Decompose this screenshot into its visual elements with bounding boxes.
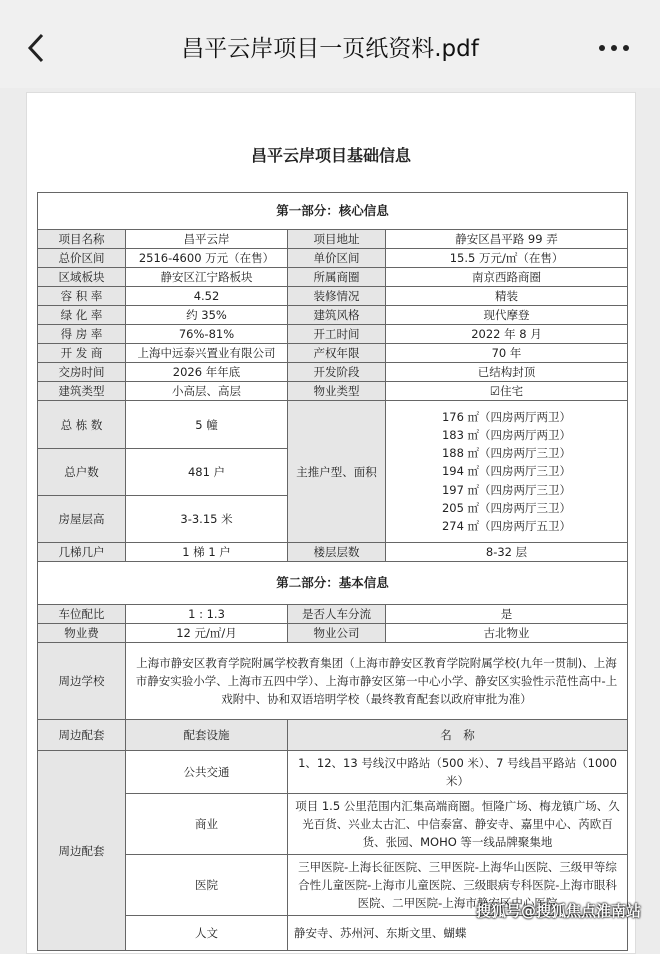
unit-type: 194 ㎡（四房两厅三卫） (441, 464, 572, 479)
field-label: 几梯几户 (38, 543, 126, 562)
field-value: 481 户 (126, 449, 288, 496)
facility-type: 商业 (126, 794, 288, 855)
column-header: 周边配套 (38, 720, 126, 751)
table-row (38, 720, 628, 751)
facility-type: 人文 (126, 916, 288, 951)
facility-type: 公共交通 (126, 751, 288, 794)
more-button[interactable] (594, 30, 634, 66)
field-label: 项目名称 (38, 230, 126, 249)
unit-type: 197 ㎡（四房两厅三卫） (441, 482, 572, 497)
column-header: 名 称 (288, 720, 628, 751)
unit-type: 205 ㎡（四房两厅三卫） (441, 500, 572, 515)
field-value: 现代摩登 (386, 306, 628, 325)
field-label: 物业费 (38, 624, 126, 643)
field-value: 昌平云岸 (126, 230, 288, 249)
field-label: 总 栋 数 (38, 401, 126, 449)
field-value: 精装 (386, 287, 628, 306)
field-label: 主推户型、面积 (288, 401, 386, 543)
facility-name: 静安寺、苏州河、东斯文里、蝴蝶 (288, 916, 628, 951)
field-value: 2026 年年底 (126, 363, 288, 382)
field-value: 2022 年 8 月 (386, 325, 628, 344)
table-row (38, 249, 628, 268)
schools-text: 上海市静安区教育学院附属学校教育集团（上海市静安区教育学院附属学校(九年一贯制)、上海市静安实验小学、上海市五四中学）、上海市静安区第一中心小学、静安区实验性示范性高中-上戏附中、协和双语培明学校（最终教育配套以政府审批为准） (126, 643, 628, 720)
table-row (38, 325, 628, 344)
unit-type: 176 ㎡（四房两厅两卫） (441, 409, 572, 424)
section-title: 第二部分：基本信息 (38, 562, 628, 605)
table-row (38, 268, 628, 287)
table-row (38, 643, 628, 720)
field-label: 得 房 率 (38, 325, 126, 344)
field-value: 静安区昌平路 99 弄 (386, 230, 628, 249)
field-label: 车位配比 (38, 605, 126, 624)
table-row (38, 287, 628, 306)
table-row (38, 306, 628, 325)
table-row (38, 751, 628, 794)
table-row (38, 605, 628, 624)
table-row (38, 382, 628, 401)
field-value: 5 幢 (126, 401, 288, 449)
field-label: 绿 化 率 (38, 306, 126, 325)
field-value: 上海中远泰兴置业有限公司 (126, 344, 288, 363)
facility-type: 医院 (126, 855, 288, 916)
field-value: 2516-4600 万元（在售） (126, 249, 288, 268)
table-row (38, 543, 628, 562)
field-label: 周边学校 (38, 643, 126, 720)
field-value: 已结构封顶 (386, 363, 628, 382)
table-row (38, 794, 628, 855)
field-value: 小高层、高层 (126, 382, 288, 401)
field-value: 4.52 (126, 287, 288, 306)
table-row (38, 344, 628, 363)
info-table (37, 192, 628, 951)
more-dots-icon (594, 30, 634, 66)
field-label: 物业公司 (288, 624, 386, 643)
field-value: 12 元/㎡/月 (126, 624, 288, 643)
top-bar (0, 0, 660, 88)
field-label: 建筑风格 (288, 306, 386, 325)
field-label: 所属商圈 (288, 268, 386, 287)
field-label: 建筑类型 (38, 382, 126, 401)
field-value: 约 35% (126, 306, 288, 325)
field-label: 是否人车分流 (288, 605, 386, 624)
column-header: 配套设施 (126, 720, 288, 751)
field-value: 是 (386, 605, 628, 624)
field-value: 1 梯 1 户 (126, 543, 288, 562)
facility-name: 三甲医院-上海长征医院、三甲医院-上海华山医院、三级甲等综合性儿童医院-上海市儿童医院、三级眼病专科医院-上海市眼科医院、二甲医院-上海市静安区中心医院 (288, 855, 628, 916)
watermark: 搜狐号@搜狐焦点淮南站 (476, 902, 642, 920)
pdf-page (26, 92, 636, 954)
field-value: 南京西路商圈 (386, 268, 628, 287)
field-value: 70 年 (386, 344, 628, 363)
field-label: 项目地址 (288, 230, 386, 249)
field-label: 区域板块 (38, 268, 126, 287)
field-label: 总户数 (38, 449, 126, 496)
field-label: 容 积 率 (38, 287, 126, 306)
field-value: 8-32 层 (386, 543, 628, 562)
field-label: 开 发 商 (38, 344, 126, 363)
unit-types-list (386, 401, 628, 543)
field-value: 15.5 万元/㎡（在售） (386, 249, 628, 268)
field-label: 交房时间 (38, 363, 126, 382)
field-label: 楼层层数 (288, 543, 386, 562)
unit-type: 183 ㎡（四房两厅两卫） (441, 427, 572, 442)
facility-name: 项目 1.5 公里范围内汇集高端商圈。恒隆广场、梅龙镇广场、久光百货、兴业太古汇、中信泰富、静安寺、嘉里中心、芮欧百货、张园、MOHO 等一线品牌聚集地 (288, 794, 628, 855)
field-label: 开发阶段 (288, 363, 386, 382)
document-title: 昌平云岸项目基础信息 (250, 146, 411, 165)
section-header-row (38, 193, 628, 230)
field-label: 总价区间 (38, 249, 126, 268)
unit-type: 274 ㎡（四房两厅五卫） (441, 519, 572, 533)
section-title: 第一部分：核心信息 (38, 193, 628, 230)
unit-type: 188 ㎡（四房两厅三卫） (441, 446, 572, 461)
facility-name: 1、12、13 号线汉中路站（500 米）、7 号线昌平路站（1000 米） (288, 751, 628, 794)
table-row (38, 363, 628, 382)
field-value: 1 : 1.3 (126, 605, 288, 624)
field-label: 物业类型 (288, 382, 386, 401)
field-value: ☑住宅 (386, 382, 628, 401)
field-label: 单价区间 (288, 249, 386, 268)
field-value: 3-3.15 米 (126, 496, 288, 543)
field-label: 产权年限 (288, 344, 386, 363)
field-label: 房屋层高 (38, 496, 126, 543)
field-value: 静安区江宁路板块 (126, 268, 288, 287)
table-row (38, 401, 628, 449)
file-title: 昌平云岸项目一页纸资料.pdf (181, 36, 479, 62)
table-row (38, 624, 628, 643)
section-header-row (38, 562, 628, 605)
field-label: 装修情况 (288, 287, 386, 306)
field-label: 开工时间 (288, 325, 386, 344)
field-label: 周边配套 (38, 751, 126, 951)
table-row (38, 230, 628, 249)
field-value: 76%-81% (126, 325, 288, 344)
field-value: 古北物业 (386, 624, 628, 643)
